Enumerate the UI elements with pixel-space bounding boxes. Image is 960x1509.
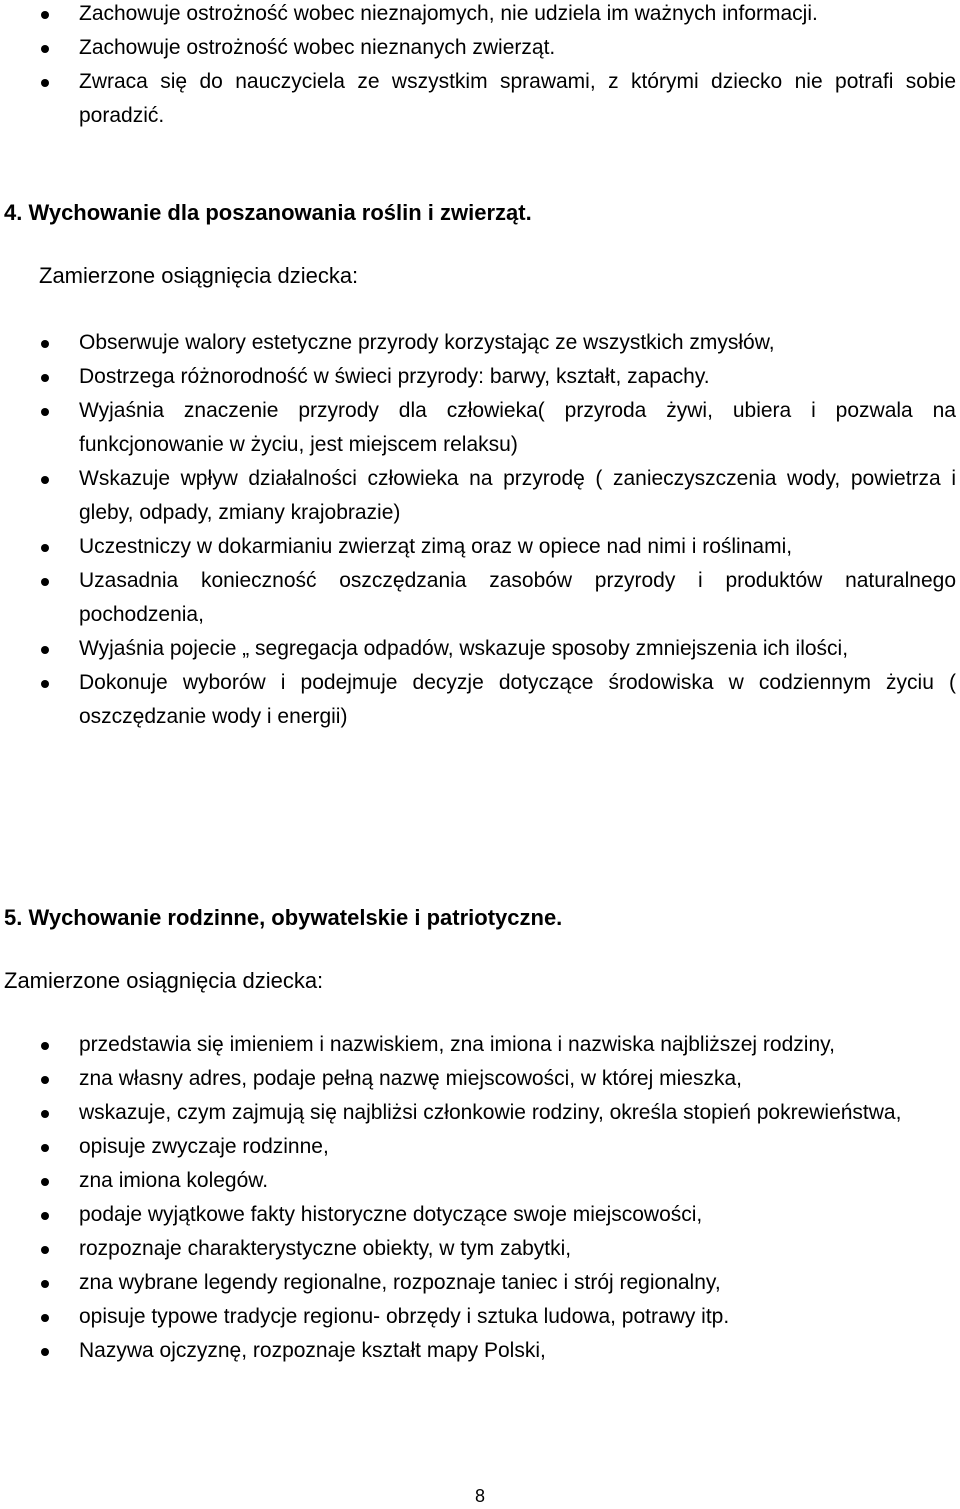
list-item: opisuje zwyczaje rodzinne, xyxy=(0,1130,960,1164)
list-item: wskazuje, czym zajmują się najbliżsi członkowie rodziny, określa stopień pokrewieństwa, xyxy=(0,1096,960,1130)
section-5-heading: 5. Wychowanie rodzinne, obywatelskie i patriotyczne. xyxy=(4,905,563,930)
top-bullet-list xyxy=(0,0,960,133)
list-item: rozpoznaje charakterystyczne obiekty, w tym zabytki, xyxy=(0,1232,960,1266)
list-item: Obserwuje walory estetyczne przyrody korzystając ze wszystkich zmysłów, xyxy=(0,326,960,360)
section-5-subheading: Zamierzone osiągnięcia dziecka: xyxy=(4,968,324,993)
list-item: Uczestniczy w dokarmianiu zwierząt zimą oraz w opiece nad nimi i roślinami, xyxy=(0,530,960,564)
section-4-list-section xyxy=(0,326,960,734)
list-item: podaje wyjątkowe fakty historyczne dotyczące swoje miejscowości, xyxy=(0,1198,960,1232)
section-4-bullet-list xyxy=(0,326,960,734)
list-item: Wyjaśnia pojecie „ segregacja odpadów, wskazuje sposoby zmniejszenia ich ilości, xyxy=(0,632,960,666)
list-item: Zachowuje ostrożność wobec nieznanych zwierząt. xyxy=(0,31,960,65)
list-item: Zwraca się do nauczyciela ze wszystkim sprawami, z którymi dziecko nie potrafi sobie poradzić. xyxy=(0,65,960,133)
page-number: 8 xyxy=(474,1486,485,1506)
list-item: Wyjaśnia znaczenie przyrody dla człowieka( przyroda żywi, ubiera i pozwala na funkcjonowanie w życiu, jest miejscem relaksu) xyxy=(0,394,960,462)
list-item: Dokonuje wyborów i podejmuje decyzje dotyczące środowiska w codziennym życiu ( oszczędzanie wody i energii) xyxy=(0,666,960,734)
top-list-section xyxy=(0,0,960,133)
section-5-bullet-list xyxy=(0,1028,960,1368)
section-5-list-section xyxy=(0,1028,960,1368)
list-item: Zachowuje ostrożność wobec nieznajomych, nie udziela im ważnych informacji. xyxy=(0,0,960,31)
list-item: opisuje typowe tradycje regionu- obrzędy i sztuka ludowa, potrawy itp. xyxy=(0,1300,960,1334)
list-item: Dostrzega różnorodność w świeci przyrody: barwy, kształt, zapachy. xyxy=(0,360,960,394)
section-4-heading: 4. Wychowanie dla poszanowania roślin i zwierząt. xyxy=(4,200,532,225)
list-item: Wskazuje wpływ działalności człowieka na przyrodę ( zanieczyszczenia wody, powietrza i gleby, odpady, zmiany krajobrazie) xyxy=(0,462,960,530)
list-item: Nazywa ojczyznę, rozpoznaje kształt mapy Polski, xyxy=(0,1334,960,1368)
list-item: przedstawia się imieniem i nazwiskiem, zna imiona i nazwiska najbliższej rodziny, xyxy=(0,1028,960,1062)
section-4-subheading: Zamierzone osiągnięcia dziecka: xyxy=(39,263,359,288)
list-item: zna własny adres, podaje pełną nazwę miejscowości, w której mieszka, xyxy=(0,1062,960,1096)
list-item: zna imiona kolegów. xyxy=(0,1164,960,1198)
list-item: Uzasadnia konieczność oszczędzania zasobów przyrody i produktów naturalnego pochodzenia, xyxy=(0,564,960,632)
list-item: zna wybrane legendy regionalne, rozpoznaje taniec i strój regionalny, xyxy=(0,1266,960,1300)
